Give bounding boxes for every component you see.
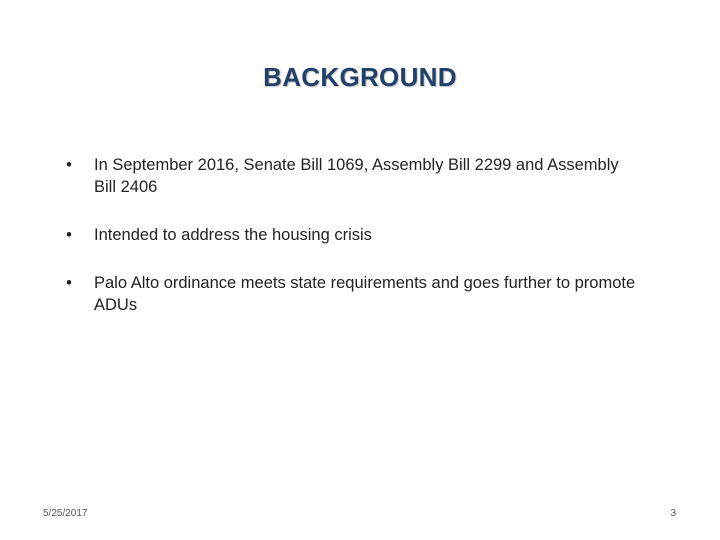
bullet-text: In September 2016, Senate Bill 1069, Assembly Bill 2299 and Assembly Bill 2406 xyxy=(94,156,619,196)
bullet-icon: • xyxy=(66,226,72,244)
bullet-item xyxy=(62,272,642,316)
slide-title: BACKGROUND xyxy=(263,62,457,92)
bullet-icon: • xyxy=(66,156,72,174)
bullet-icon: • xyxy=(66,274,72,292)
bullet-text: Intended to address the housing crisis xyxy=(94,226,372,244)
footer-date: 5/25/2017 xyxy=(43,508,88,519)
bullet-text: Palo Alto ordinance meets state requirements and goes further to promote ADUs xyxy=(94,274,636,314)
bullet-item xyxy=(62,154,642,198)
page-number: 3 xyxy=(670,508,676,519)
bullet-item xyxy=(62,224,642,246)
bullet-list xyxy=(62,154,642,342)
